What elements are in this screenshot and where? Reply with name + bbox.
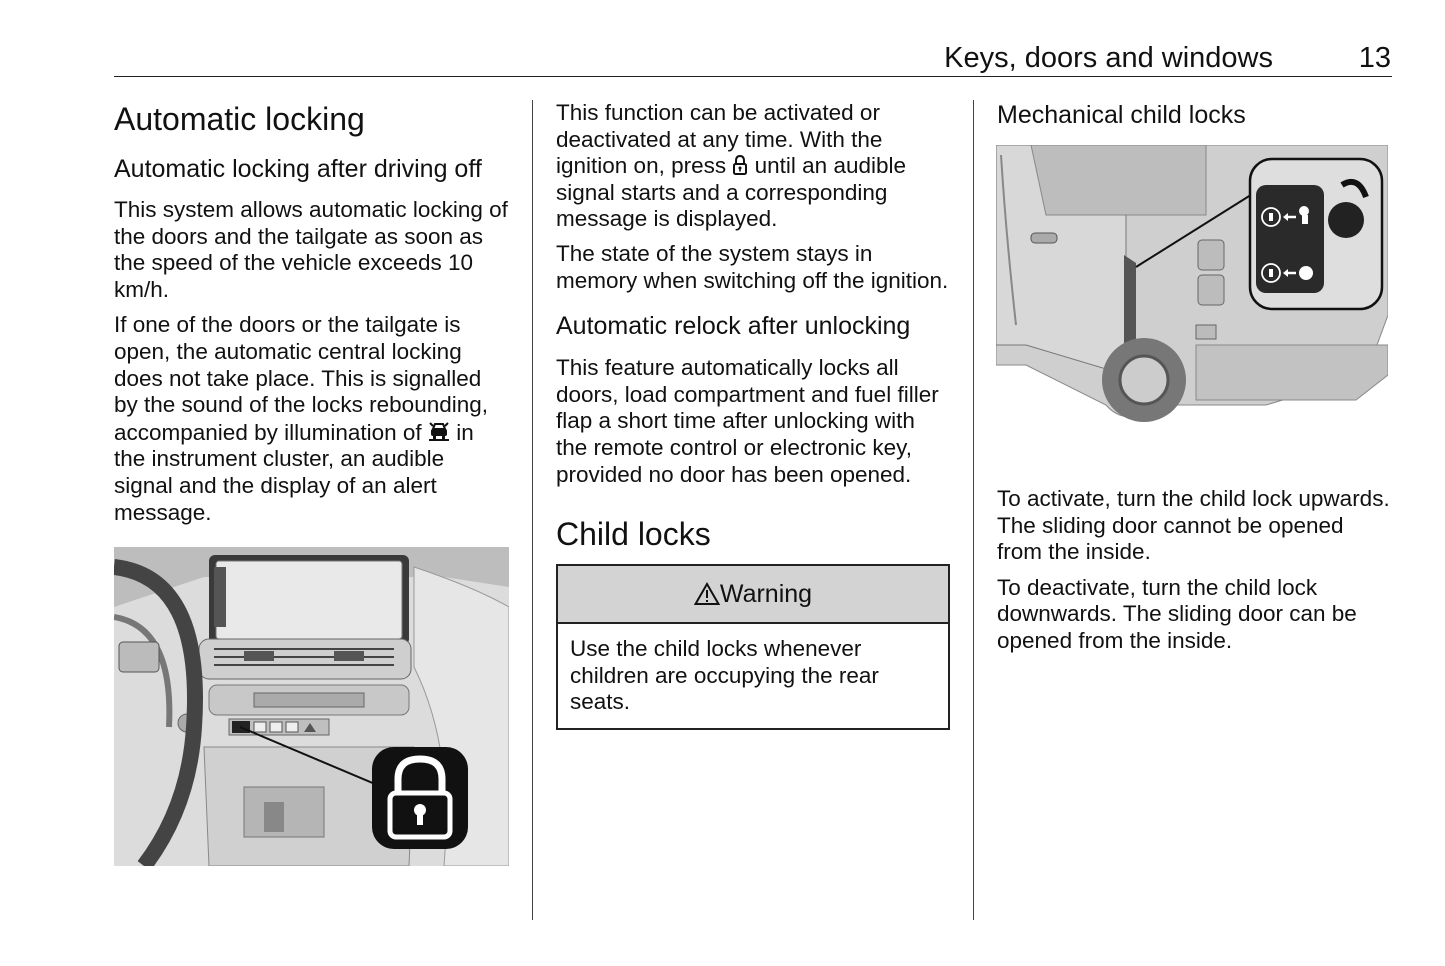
warning-body <box>558 624 948 728</box>
header-rule <box>114 76 1392 77</box>
paragraph-doors-open: If one of the doors or the tailgate is open, the automatic central locking does not take place. This is signalled by the sound of the locks rebounding, accompanied by illumination of in the instrument cluster, an audible signal and the display of an alert message. <box>114 312 489 525</box>
warning-title: Warning <box>719 579 813 608</box>
warning-box <box>556 564 950 730</box>
heading-child-locks: Child locks <box>556 516 711 553</box>
column-3-text <box>997 486 1393 655</box>
heading-locking-after-driving: Automatic locking after driving off <box>114 155 482 183</box>
warning-header <box>558 566 948 624</box>
sliding-door-illustration <box>996 145 1388 428</box>
column-3 <box>997 100 1393 130</box>
paragraph-relock: This feature automatically locks all doors, load compartment and fuel filler flap a short time after unlocking with the remote control or electronic key, provided no door has been opened. <box>556 355 939 487</box>
heading-auto-relock: Automatic relock after unlocking <box>556 312 911 341</box>
paragraph-activate: To activate, turn the child lock upwards. The sliding door cannot be opened from the inside. <box>997 486 1390 565</box>
running-title: Keys, doors and windows <box>944 42 1273 74</box>
column-divider-2 <box>973 100 974 920</box>
column-1 <box>114 100 514 526</box>
lock-button-icon <box>732 154 748 176</box>
paragraph-deactivate: To deactivate, turn the child lock downwards. The sliding door can be opened from the inside. <box>997 574 1357 653</box>
paragraph-memory: The state of the system stays in memory when switching off the ignition. <box>556 240 949 293</box>
paragraph-system: This system allows automatic locking of the doors and the tailgate as soon as the speed of the vehicle exceeds 10 km/h. <box>114 197 508 302</box>
dashboard-illustration <box>114 547 509 866</box>
column-2 <box>556 100 952 730</box>
open-door-warning-icon <box>428 419 450 443</box>
heading-automatic-locking: Automatic locking <box>114 101 365 137</box>
page-number: 13 <box>1358 42 1391 74</box>
heading-mechanical-child-locks: Mechanical child locks <box>997 101 1246 129</box>
warning-text: Use the child locks whenever children are occupying the rear seats. <box>570 636 879 715</box>
warning-triangle-icon <box>694 582 720 606</box>
column-divider-1 <box>532 100 533 920</box>
paragraph-activation: This function can be activated or deactivated at any time. With the ignition on, press until an audible signal starts and a corresponding message is displayed. <box>556 100 907 232</box>
